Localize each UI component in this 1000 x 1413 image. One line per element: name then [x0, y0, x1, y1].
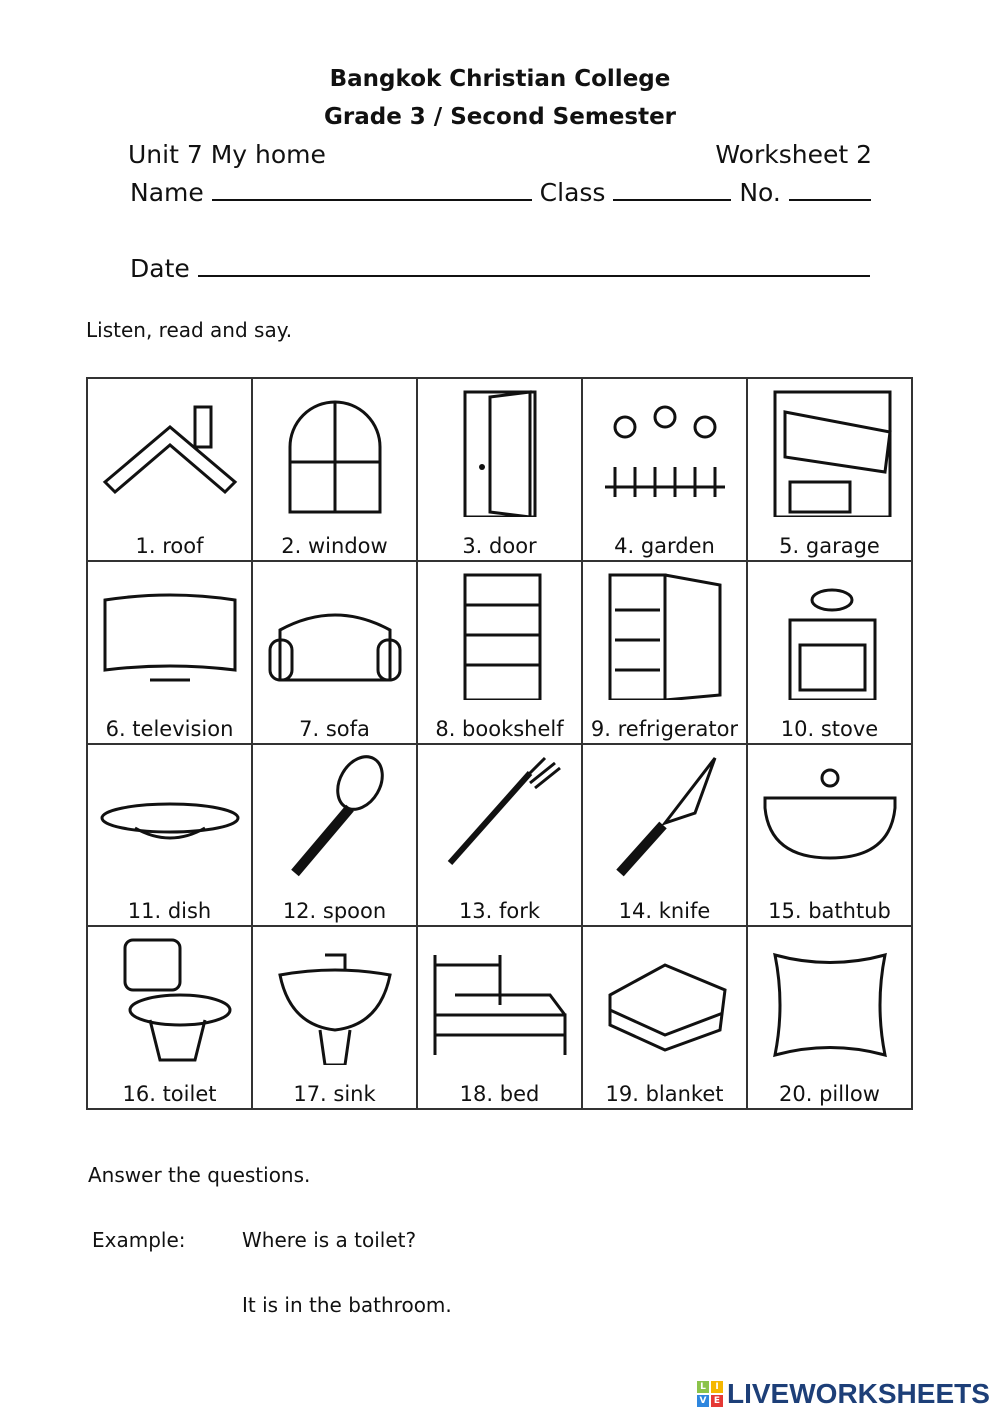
vocab-label: 2. window — [281, 533, 388, 558]
vocab-label: 4. garden — [614, 533, 715, 558]
vocab-cell-stove — [747, 561, 912, 744]
vocab-cell-bookshelf — [417, 561, 582, 744]
vocab-label: 1. roof — [135, 533, 204, 558]
vocab-label: 14. knife — [618, 899, 711, 924]
stove-icon — [760, 570, 900, 700]
vocab-label: 5. garage — [779, 533, 880, 558]
vocab-cell-dish — [87, 744, 252, 927]
vocab-cell-sofa — [252, 561, 417, 744]
bathtub-icon — [760, 753, 900, 883]
garden-icon — [595, 387, 735, 517]
vocab-label: 9. refrigerator — [590, 716, 739, 741]
bookshelf-icon — [430, 570, 570, 700]
knife-icon — [595, 753, 735, 883]
refrigerator-icon — [595, 570, 735, 700]
vocabulary-grid — [86, 377, 913, 1110]
example-question: Where is a toilet? — [242, 1228, 417, 1252]
spoon-icon — [265, 753, 405, 883]
vocab-label: 6. television — [105, 716, 234, 741]
vocab-label: 18. bed — [459, 1082, 540, 1106]
vocab-label: 3. door — [462, 533, 537, 558]
vocab-cell-refrigerator — [582, 561, 747, 744]
class-label: Class — [539, 178, 606, 207]
vocab-cell-pillow — [747, 926, 912, 1109]
vocab-cell-window — [252, 378, 417, 561]
fork-icon — [430, 753, 570, 883]
grade-title: Grade 3 / Second Semester — [323, 104, 677, 130]
television-icon — [100, 570, 240, 700]
blanket-icon — [595, 935, 735, 1065]
vocab-label: 15. bathtub — [768, 899, 891, 924]
vocab-label: 17. sink — [293, 1082, 376, 1106]
no-label: No. — [739, 178, 781, 207]
vocab-label: 13. fork — [458, 899, 541, 924]
window-icon — [265, 387, 405, 517]
vocab-cell-garage — [747, 378, 912, 561]
door-icon — [430, 387, 570, 517]
garage-icon — [760, 387, 900, 517]
name-label: Name — [130, 178, 204, 207]
example-answer: It is in the bathroom. — [242, 1293, 452, 1317]
example-label: Example: — [92, 1228, 186, 1252]
vocab-cell-fork — [417, 744, 582, 927]
vocab-cell-television — [87, 561, 252, 744]
vocab-cell-knife — [582, 744, 747, 927]
pillow-icon — [760, 935, 900, 1065]
vocab-cell-blanket — [582, 926, 747, 1109]
vocab-cell-bathtub — [747, 744, 912, 927]
vocab-cell-bed — [417, 926, 582, 1109]
answer-instruction: Answer the questions. — [88, 1163, 311, 1187]
sink-icon — [265, 935, 405, 1065]
vocab-cell-spoon — [252, 744, 417, 927]
vocab-label: 20. pillow — [779, 1082, 880, 1106]
class-field[interactable] — [613, 177, 731, 201]
vocab-cell-sink — [252, 926, 417, 1109]
vocab-cell-toilet — [87, 926, 252, 1109]
no-field[interactable] — [789, 177, 871, 201]
sofa-icon — [265, 570, 405, 700]
listen-instruction: Listen, read and say. — [86, 318, 293, 342]
vocab-label: 8. bookshelf — [435, 716, 564, 741]
date-field[interactable] — [198, 253, 870, 277]
logo-icon: L I V E — [697, 1381, 723, 1407]
vocab-label: 19. blanket — [605, 1082, 724, 1106]
vocab-cell-door — [417, 378, 582, 561]
vocab-cell-garden — [582, 378, 747, 561]
dish-icon — [100, 753, 240, 883]
date-label: Date — [130, 254, 190, 283]
unit-title: Unit 7 My home — [128, 140, 326, 169]
vocab-label: 11. dish — [127, 899, 212, 924]
name-field[interactable] — [212, 177, 532, 201]
bed-icon — [430, 935, 570, 1065]
school-title: Bangkok Christian College — [329, 66, 671, 92]
liveworksheets-logo — [697, 1378, 990, 1410]
brand-name: LIVEWORKSHEETS — [727, 1378, 990, 1409]
vocab-cell-roof — [87, 378, 252, 561]
toilet-icon — [100, 935, 240, 1065]
roof-icon — [100, 387, 240, 517]
vocab-label: 7. sofa — [299, 716, 370, 741]
vocab-label: 16. toilet — [122, 1082, 217, 1106]
vocab-label: 12. spoon — [282, 899, 387, 924]
vocab-label: 10. stove — [780, 716, 879, 741]
worksheet-number: Worksheet 2 — [715, 140, 872, 169]
